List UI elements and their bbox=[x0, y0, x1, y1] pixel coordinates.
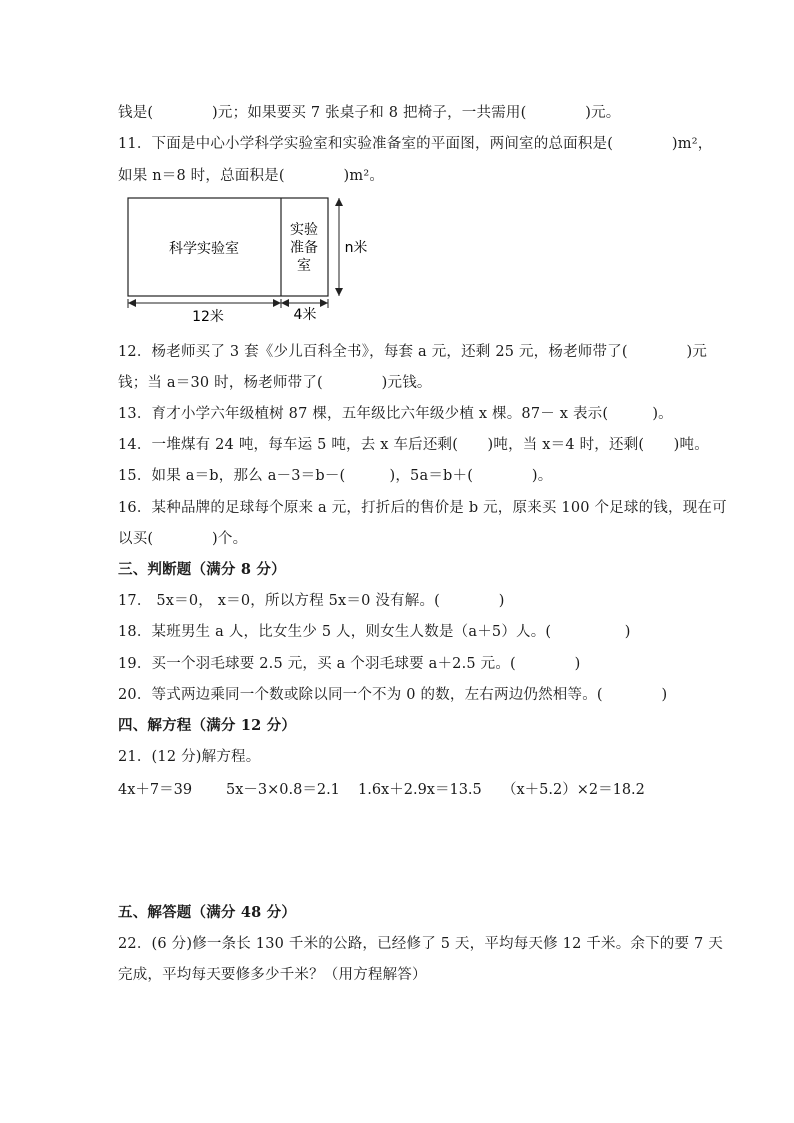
q22-line-1: 22．(6 分)修一条长 130 千米的公路，已经修了 5 天，平均每天修 12 千米。余下的要 7 天 bbox=[118, 936, 723, 952]
width-label-1: 12米 bbox=[192, 309, 224, 325]
section-4-heading: 四、解方程（满分 12 分） bbox=[118, 717, 297, 734]
q21: 21．(12 分)解方程。 bbox=[118, 749, 261, 765]
height-label: n米 bbox=[344, 240, 368, 256]
prep-label-line-2: 准备 bbox=[290, 240, 318, 256]
q19: 19．买一个羽毛球要 2.5 元，买 a 个羽毛球要 a＋2.5 元。( ) bbox=[118, 656, 581, 672]
height-arrow-top bbox=[335, 198, 343, 206]
q10-continuation: 钱是( )元；如果要买 7 张桌子和 8 把椅子，一共需用( )元。 bbox=[118, 105, 621, 121]
q20: 20．等式两边乘同一个数或除以同一个不为 0 的数，左右两边仍然相等。( ) bbox=[118, 687, 668, 703]
floor-plan-diagram bbox=[118, 190, 378, 330]
q12-line-1: 12．杨老师买了 3 套《少儿百科全书》，每套 a 元，还剩 25 元，杨老师带了( )元 bbox=[118, 344, 708, 360]
width2-arrow-left bbox=[281, 299, 289, 307]
equation-2: 5x－3×0.8＝2.1 bbox=[226, 782, 340, 798]
equation-3: 1.6x＋2.9x＝13.5 bbox=[358, 782, 482, 798]
section-5-heading: 五、解答题（满分 48 分） bbox=[118, 904, 297, 921]
q11-line-1: 11．下面是中心小学科学实验室和实验准备室的平面图，两间室的总面积是( )m²， bbox=[118, 136, 713, 152]
q11-line-2: 如果 n＝8 时，总面积是( )m²。 bbox=[118, 168, 385, 184]
q18: 18．某班男生 a 人，比女生少 5 人，则女生人数是（a＋5）人。( ) bbox=[118, 624, 631, 640]
q14: 14．一堆煤有 24 吨，每车运 5 吨，去 x 车后还剩( )吨，当 x＝4 时，还剩( )吨。 bbox=[118, 437, 709, 453]
width-label-2: 4米 bbox=[293, 307, 317, 323]
equation-1: 4x＋7＝39 bbox=[118, 782, 193, 798]
q15: 15．如果 a＝b，那么 a－3＝b－( )，5a＝b＋( )。 bbox=[118, 468, 553, 484]
prep-label-line-3: 室 bbox=[297, 258, 311, 274]
q13: 13．育才小学六年级植树 87 棵，五年级比六年级少植 x 棵。87－ x 表示( )。 bbox=[118, 406, 673, 422]
q16-line-2: 以买( )个。 bbox=[118, 531, 248, 547]
height-arrow-bottom bbox=[335, 288, 343, 296]
width1-arrow-right bbox=[273, 299, 281, 307]
equation-4: （x＋5.2）×2＝18.2 bbox=[502, 782, 645, 798]
section-3-heading: 三、判断题（满分 8 分） bbox=[118, 561, 286, 578]
width1-arrow-left bbox=[128, 299, 136, 307]
q22-line-2: 完成，平均每天要修多少千米？（用方程解答） bbox=[118, 967, 427, 983]
q16-line-1: 16．某种品牌的足球每个原来 a 元，打折后的售价是 b 元，原来买 100 个足球的钱，现在可 bbox=[118, 500, 727, 516]
q12-line-2: 钱；当 a＝30 时，杨老师带了( )元钱。 bbox=[118, 375, 432, 391]
prep-label-line-1: 实验 bbox=[290, 222, 318, 238]
q17: 17． 5x＝0， x＝0，所以方程 5x＝0 没有解。( ) bbox=[118, 593, 505, 609]
lab-label: 科学实验室 bbox=[169, 241, 239, 257]
width2-arrow-right bbox=[320, 299, 328, 307]
